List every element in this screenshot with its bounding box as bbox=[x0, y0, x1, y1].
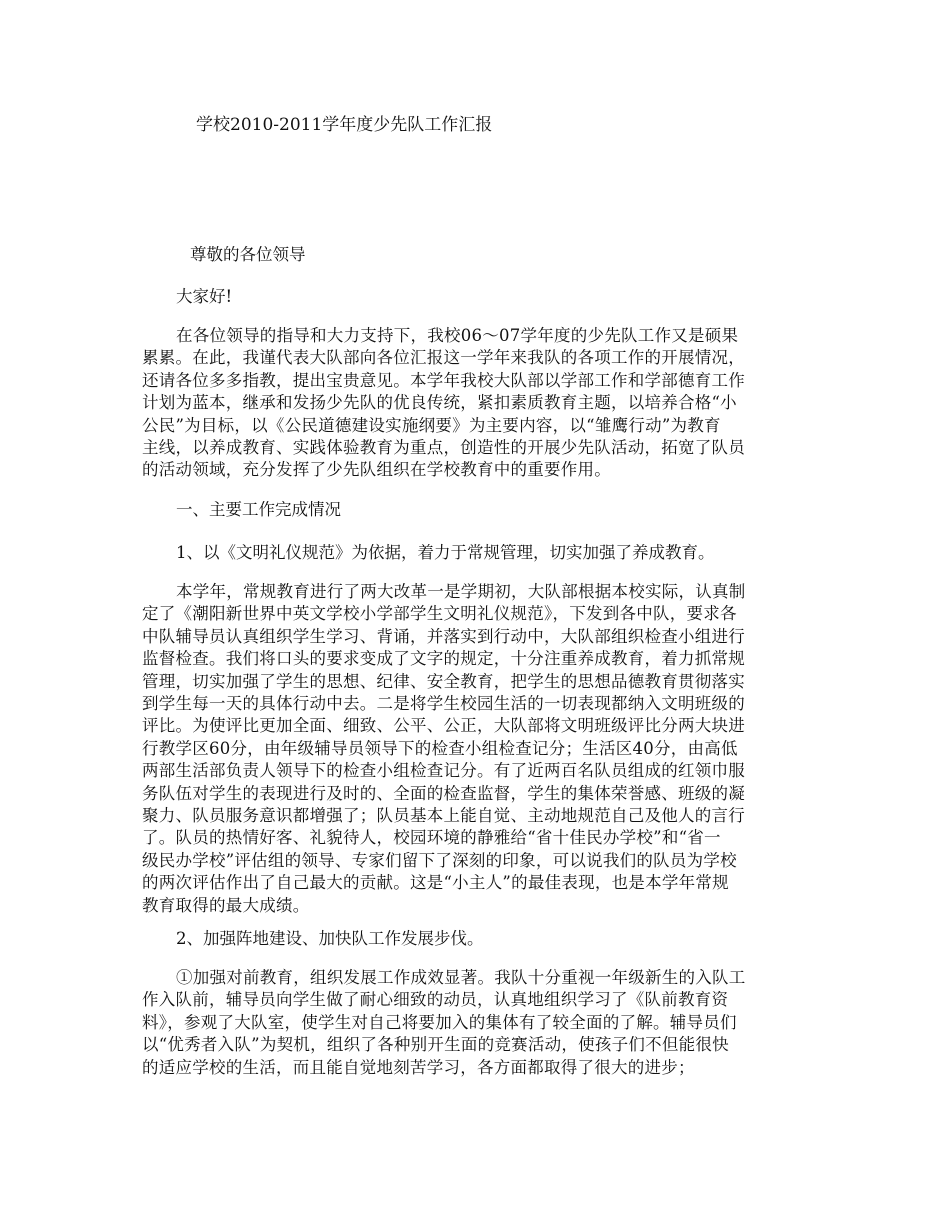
item2-paragraph bbox=[142, 967, 822, 1079]
paragraph-line: 定了《潮阳新世界中英文学校小学部学生文明礼仪规范》，下发到各中队，要求各 bbox=[142, 604, 737, 624]
section-heading: 一、主要工作完成情况 bbox=[176, 500, 341, 519]
paragraph-line: 公民”为目标，以《公民道德建设实施纲要》为主要内容，以“雏鹰行动”为教育 bbox=[142, 415, 721, 435]
paragraph-line: 管理，切实加强了学生的思想、纪律、安全教育，把学生的思想品德教育贯彻落实 bbox=[142, 671, 745, 691]
paragraph-line: 以“优秀者入队”为契机，组织了各种别开生面的竞赛活动，使孩子们不但能很快 bbox=[142, 1035, 729, 1055]
paragraph-line: 的适应学校的生活，而且能自觉地刻苦学习，各方面都取得了很大的进步； bbox=[142, 1057, 695, 1077]
paragraph-line: 两部生活部负责人领导下的检查小组检查记分。有了近两百名队员组成的红领巾服 bbox=[142, 761, 745, 781]
paragraph-line: 聚力、队员服务意识都增强了；队员基本上能自觉、主动地规范自己及他人的言行 bbox=[142, 806, 745, 826]
paragraph-line: 本学年，常规教育进行了两大改革一是学期初，大队部根据本校实际，认真制 bbox=[176, 582, 746, 601]
paragraph-line: 中队辅导员认真组织学生学习、背诵，并落实到行动中，大队部组织检查小组进行 bbox=[142, 626, 745, 646]
paragraph-line: 主线，以养成教育、实践体验教育为重点，创造性的开展少先队活动，拓宽了队员 bbox=[142, 438, 745, 458]
intro-paragraph bbox=[142, 325, 822, 482]
paragraph-line: 务队伍对学生的表现进行及时的、全面的检查监督，学生的集体荣誉感、班级的凝 bbox=[142, 783, 745, 803]
item1-paragraph bbox=[142, 581, 822, 917]
item-heading: 2、加强阵地建设、加快队工作发展步伐。 bbox=[176, 929, 484, 948]
document-title: 学校2010-2011学年度少先队工作汇报 bbox=[196, 115, 493, 135]
paragraph-line: 作入队前，辅导员向学生做了耐心细致的动员，认真地组织学习了《队前教育资 bbox=[142, 990, 729, 1010]
paragraph-line: 在各位领导的指导和大力支持下，我校06～07学年度的少先队工作又是硕果 bbox=[176, 326, 739, 345]
paragraph-line: 到学生每一天的具体行动中去。二是将学生校园生活的一切表现都纳入文明班级的 bbox=[142, 694, 745, 714]
salutation: 尊敬的各位领导 bbox=[190, 245, 306, 264]
paragraph-line: 监督检查。我们将口头的要求变成了文字的规定，十分注重养成教育，着力抓常规 bbox=[142, 649, 745, 669]
paragraph-line: 还请各位多多指教，提出宝贵意见。本学年我校大队部以学部工作和学部德育工作 bbox=[142, 370, 745, 390]
paragraph-line: 计划为蓝本，继承和发扬少先队的优良传统，紧扣素质教育主题，以培养合格“小 bbox=[142, 393, 737, 413]
item-heading: 1、以《文明礼仪规范》为依据，着力于常规管理，切实加强了养成教育。 bbox=[176, 543, 715, 562]
paragraph-line: 评比。为使评比更加全面、细致、公平、公正，大队部将文明班级评比分两大块进 bbox=[142, 716, 745, 736]
paragraph-line: 料》，参观了大队室，使学生对自己将要加入的集体有了较全面的了解。辅导员们 bbox=[142, 1012, 737, 1032]
paragraph-line: 累累。在此，我谨代表大队部向各位汇报这一学年来我队的各项工作的开展情况， bbox=[142, 348, 745, 368]
paragraph-line: 的两次评估作出了自己最大的贡献。这是“小主人”的最佳表现，也是本学年常规 bbox=[142, 873, 729, 893]
paragraph-line: 的活动领域，充分发挥了少先队组织在学校教育中的重要作用。 bbox=[142, 460, 611, 480]
paragraph-line: 级民办学校”评估组的领导、专家们留下了深刻的印象，可以说我们的队员为学校 bbox=[142, 850, 737, 870]
paragraph-line: 教育取得的最大成绩。 bbox=[142, 895, 310, 915]
paragraph-line: 行教学区60分，由年级辅导员领导下的检查小组检查记分；生活区40分，由高低 bbox=[142, 738, 738, 758]
greeting: 大家好! bbox=[176, 287, 233, 306]
paragraph-line: ①加强对前教育，组织发展工作成效显著。我队十分重视一年级新生的入队工 bbox=[176, 968, 746, 987]
paragraph-line: 了。队员的热情好客、礼貌待人，校园环境的静雅给“省十佳民办学校”和“省一 bbox=[142, 828, 721, 848]
